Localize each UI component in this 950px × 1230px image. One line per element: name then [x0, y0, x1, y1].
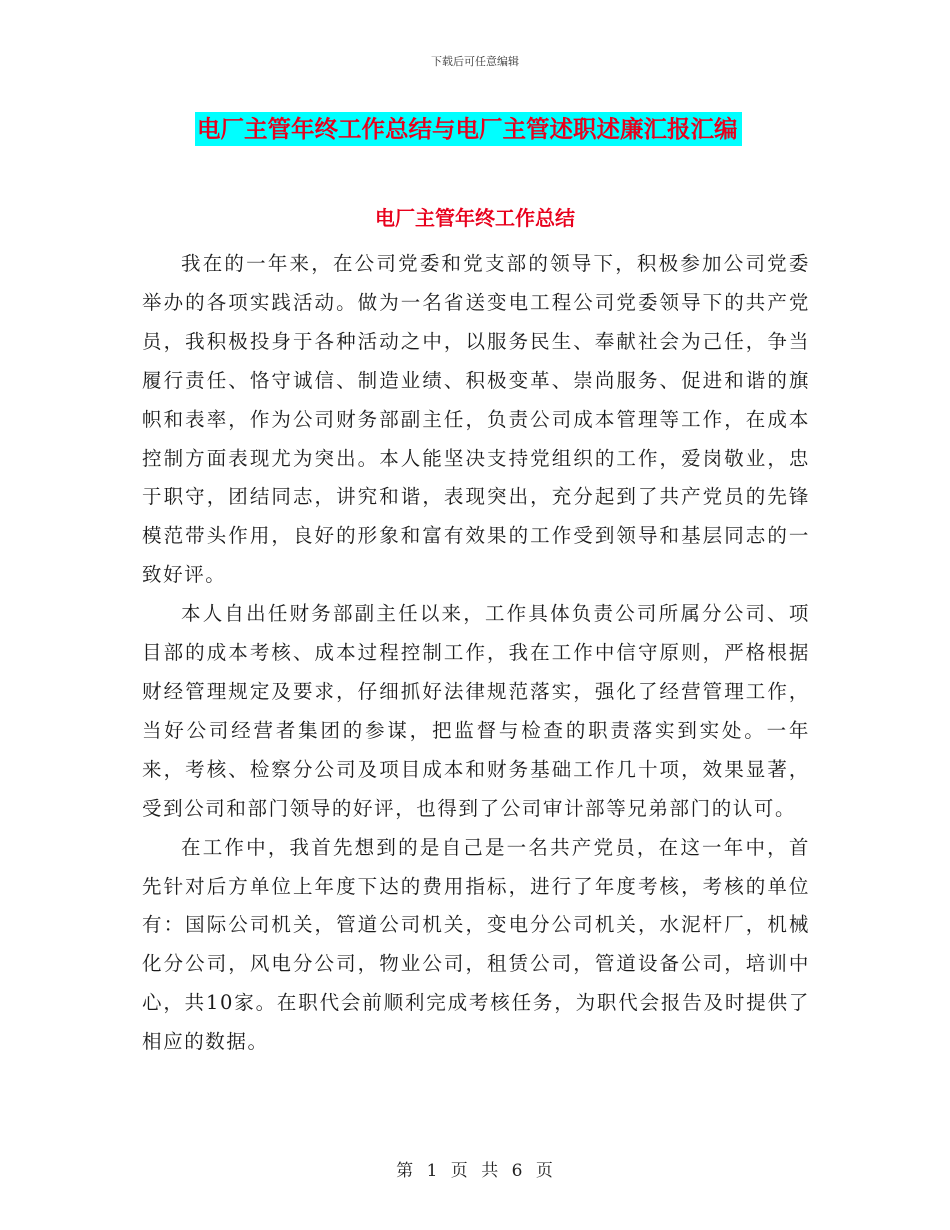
body-paragraph: 我在的一年来，在公司党委和党支部的领导下，积极参加公司党委举办的各项实践活动。做为一名省送变电工程公司党委领导下的共产党员，我积极投身于各种活动之中，以服务民生、奉献社会为己任，争当履行责任、恪守诚信、制造业绩、积极变革、崇尚服务、促进和谐的旗帜和表率，作为公司财务部副主任，负责公司成本管理等工作，在成本控制方面表现尤为突出。本人能坚决支持党组织的工作，爱岗敬业，忠于职守，团结同志，讲究和谐，表现突出，充分起到了共产党员的先锋模范带头作用，良好的形象和富有效果的工作受到领导和基层同志的一致好评。: [142, 252, 810, 587]
page-number-footer: 第 1 页 共 6 页: [396, 1161, 554, 1181]
document-title: 电厂主管年终工作总结与电厂主管述职述廉汇报汇编: [195, 112, 742, 146]
body-paragraph: 在工作中，我首先想到的是自己是一名共产党员，在这一年中，首先针对后方单位上年度下达的费用指标，进行了年度考核，考核的单位有：国际公司机关，管道公司机关，变电分公司机关，水泥杆厂，机械化分公司，风电分公司，物业公司，租赁公司，管道设备公司，培训中心，共10家。在职代会前顺利完成考核任务，为职代会报告及时提供了相应的数据。: [142, 835, 810, 1054]
document-body: [142, 245, 810, 1062]
page-header-note: 下载后可任意编辑: [431, 55, 519, 68]
body-paragraph: 本人自出任财务部副主任以来，工作具体负责公司所属分公司、项目部的成本考核、成本过程控制工作，我在工作中信守原则，严格根据财经管理规定及要求，仔细抓好法律规范落实，强化了经营管理工作，当好公司经营者集团的参谋，把监督与检查的职责落实到实处。一年来，考核、检察分公司及项目成本和财务基础工作几十项，效果显著，受到公司和部门领导的好评，也得到了公司审计部等兄弟部门的认可。: [142, 602, 810, 820]
section-title: 电厂主管年终工作总结: [375, 206, 575, 230]
